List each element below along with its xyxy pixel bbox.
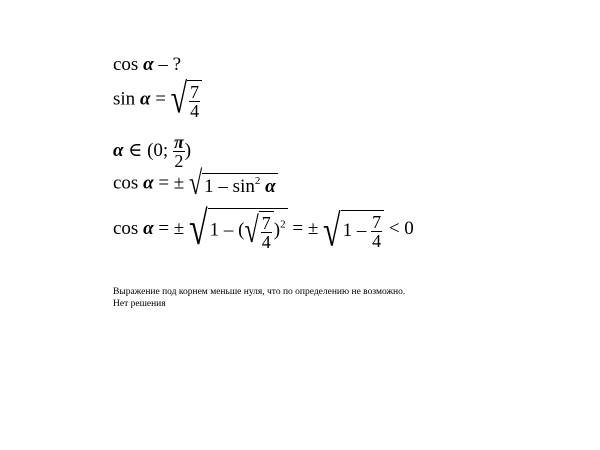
- radical-sign: √: [323, 204, 341, 255]
- numerator: 7: [372, 211, 382, 232]
- less-than-zero: < 0: [388, 217, 414, 239]
- radicand: [259, 211, 274, 251]
- one-minus-sin: 1 – sin: [204, 175, 255, 197]
- fraction: [189, 83, 200, 120]
- sqrt-one-minus-sin-squared: [189, 165, 278, 203]
- conclusion-note-line2: Нет решения: [113, 299, 166, 309]
- alpha-interval-line: [113, 133, 191, 170]
- conclusion-note-line1: Выражение под корнем меньше нуля, что по определению не возможно.: [113, 287, 406, 297]
- alpha-symbol: α: [265, 175, 276, 197]
- denominator: 4: [372, 230, 382, 251]
- sin-given-line: [113, 76, 202, 123]
- denominator: 4: [190, 101, 200, 121]
- one-minus: 1 –: [342, 219, 372, 241]
- sin-text: sin: [113, 88, 136, 110]
- sqrt-seven-fourths: [170, 76, 202, 123]
- radical-sign: √: [170, 76, 188, 123]
- radicand: [208, 208, 288, 251]
- radical-sign: √: [189, 202, 208, 255]
- square-exponent: 2: [254, 174, 261, 187]
- fraction: [261, 214, 272, 251]
- radicand: [202, 173, 277, 196]
- radicand: [341, 210, 385, 250]
- close-paren: ): [184, 139, 192, 161]
- fraction: [371, 213, 382, 250]
- cos-text: cos: [113, 217, 139, 239]
- question-mark: – ?: [158, 54, 182, 75]
- pi-half-fraction: [173, 133, 185, 170]
- equals-sign: =: [155, 88, 171, 110]
- cos-formula-line: [113, 165, 278, 203]
- alpha-symbol: α: [139, 88, 151, 110]
- close-paren: ): [273, 219, 281, 241]
- numerator: 7: [261, 213, 271, 233]
- alpha-symbol: α: [143, 172, 154, 194]
- alpha-symbol: α: [143, 54, 154, 75]
- radical-sign: √: [244, 210, 259, 251]
- radical-sign: √: [189, 165, 203, 203]
- denominator: 4: [261, 232, 271, 252]
- inner-sqrt: [245, 211, 274, 251]
- equals-plus-minus: = ±: [158, 217, 185, 239]
- numerator: π: [173, 132, 184, 152]
- one-minus-paren: 1 – (: [209, 219, 245, 241]
- denominator: 2: [174, 151, 184, 171]
- radicand: [187, 80, 202, 120]
- element-of-interval: ∈ (0;: [128, 139, 169, 161]
- alpha-symbol: α: [143, 217, 154, 239]
- question-line: [113, 55, 181, 74]
- equals-plus-minus: = ±: [158, 172, 185, 194]
- outer-sqrt: [189, 202, 288, 255]
- cos-text: cos: [113, 172, 139, 194]
- cos-text: cos: [113, 54, 139, 75]
- cos-evaluation-line: [113, 202, 414, 255]
- numerator: 7: [190, 82, 200, 102]
- alpha-symbol: α: [113, 139, 124, 161]
- sqrt-one-minus-seven-fourths: [323, 204, 384, 255]
- equals-plus-minus-2: = ±: [292, 217, 319, 239]
- square-exponent: 2: [280, 218, 286, 231]
